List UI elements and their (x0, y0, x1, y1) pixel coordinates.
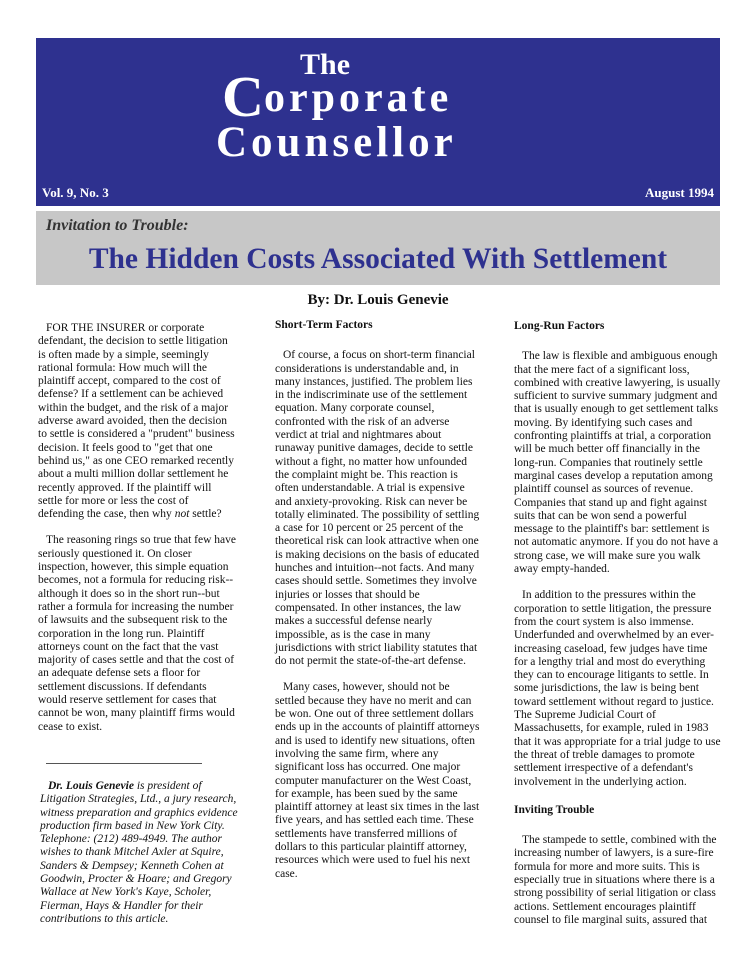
article-title-box (36, 211, 720, 285)
paragraph: The law is flexible and ambiguous enough that the mere fact of a significant loss, combined with creative lawyering, is usually sufficient to survive summary judgment and that is usually enough to get settlement talks moving. By identifying such cases and confronting plaintiffs at trial, a corporation will be much better off financially in the long-run. Companies that routinely settle marginal cases develop a reputation among plaintiff counsel as sources of revenue. Companies that stand up and fight against suits that can be won send a powerful message to the plaintiff's bar: settlement is not automatic anymore. If you do not have a strong case, we will make sure you walk away empty-handed. (514, 350, 721, 576)
paragraph: The reasoning rings so true that few have seriously questioned it. On closer inspection, however, this simple equation becomes, not a formula for reducing risk--although it does so in the short run--but rather a formula for increasing the number of lawsuits and the subsequent risk to the corporation in the long run. Plaintiff attorneys count on the fact that the vast majority of cases settle and that the cost of an adequate defense sets a floor for settlement discussions. If defendants would reserve settlement for cases that cannot be won, many plaintiff firms would cease to exist. (38, 534, 237, 733)
column-3 (514, 320, 722, 927)
article-headline: The Hidden Costs Associated With Settlement (88, 243, 668, 275)
paragraph: Of course, a focus on short-term financial considerations is understandable and, in many instances, justified. The problem lies in the indiscriminate use of the settlement equation. Many corporate counsel, confronted with the risk of an adverse verdict at trial and nightmares about runaway punitive damages, decide to settle without a fight, no matter how unfounded the complaint might be. This reaction is often understandable. A trial is expensive and anxiety-provoking. Risk can never be totally eliminated. The possibility of settling a case for 10 percent or 25 percent of the theoretical risk can look attractive when one is making decisions on the basis of educated hunches and intuition--not facts. And many cases should settle. Sometimes they involve injuries or losses that should be compensated. In other instances, the law makes a successful defense nearly impossible, as is the case in many jurisdictions with strict liability statutes that do not permit the state-of-the-art defense. (275, 349, 480, 668)
paragraph-text: FOR THE INSURER or corporate defendant, the decision to settle litigation is often made by a simple, seemingly rational formula: How much will the plaintiff accept, compared to the cost of defense? If a settlement can be achieved within the budget, and the risk of a major adverse award avoided, then the decision to settle is considered a "prudent" business decision. It feels good to "get that one behind us," as one CEO remarked recently about a multi million dollar settlement he recently approved. If the plaintiff will settle for more or less the cost of defending the case, then why (38, 322, 235, 521)
emphasis-text: not (174, 508, 190, 521)
masthead-the: The (300, 48, 351, 81)
byline: By: Dr. Louis Genevie (307, 292, 449, 308)
paragraph (38, 322, 236, 521)
paragraph: Many cases, however, should not be settled because they have no merit and can be won. One out of three settlement dollars ends up in the accounts of plaintiff attorneys and is used to identify new situations, often involving the same firm, where any significant loss has occurred. One major computer manufacturer on the West Coast, for example, has been sued by the same plaintiff attorney at least six times in the last five years, and has settled each time. These settlements have transferred millions of dollars to this particular plaintiff attorney, resources which were used to fuel his next case. (275, 681, 480, 880)
masthead-corporate-initial: C (222, 64, 264, 129)
section-heading: Inviting Trouble (514, 803, 595, 816)
author-bio (40, 780, 240, 926)
issue-info-bar (36, 180, 720, 206)
paragraph: In addition to the pressures within the corporation to settle litigation, the pressure from the court system is also immense. Underfunded and overwhelmed by an ever-increasing caseload, few judges have time for a lengthy trial and most do everything they can to encourage litigants to settle. In some jurisdictions, the law is being bent toward settlement without regard to justice. The Supreme Judicial Court of Massachusetts, for example, ruled in 1983 that it was appropriate for a trial judge to use the threat of treble damages to promote settlement irrespective of a defendant's involvement in the underlying action. (514, 589, 721, 788)
divider-rule (46, 763, 202, 764)
masthead-counsellor: Counsellor (216, 119, 457, 166)
paragraph: The stampede to settle, combined with the increasing number of lawyers, is a sure-fire formula for more and more suits. This is especially true in situations where there is a strong possibility of serial litigation or class actions. Settlement encourages plaintiff counsel to file marginal suits, assured that (514, 834, 717, 926)
masthead (36, 38, 720, 180)
issue-date: August 1994 (645, 185, 714, 200)
column-2 (275, 319, 481, 881)
volume-number: Vol. 9, No. 3 (42, 185, 109, 200)
masthead-corporate-rest: orporate (264, 75, 453, 121)
column-1 (38, 322, 236, 734)
paragraph-text: settle? (189, 508, 222, 521)
author-name: Dr. Louis Genevie (48, 780, 134, 792)
bio-text: is president of Litigation Strategies, Ltd., a jury research, witness preparation and graphics evidence production firm based in New York City. Telephone: (212) 489-4949. The author wishes to thank Mitchel Axler at Squire, Sanders & Dempsey; Kenneth Cohen at Goodwin, Procter & Hoare; and Gregory Wallace at New York's Kaye, Scholer, Fierman, Hays & Handler for their contributions to this article. (40, 780, 238, 925)
section-heading: Short-Term Factors (275, 319, 373, 331)
article-kicker: Invitation to Trouble: (46, 217, 189, 234)
section-heading: Long-Run Factors (514, 320, 605, 332)
